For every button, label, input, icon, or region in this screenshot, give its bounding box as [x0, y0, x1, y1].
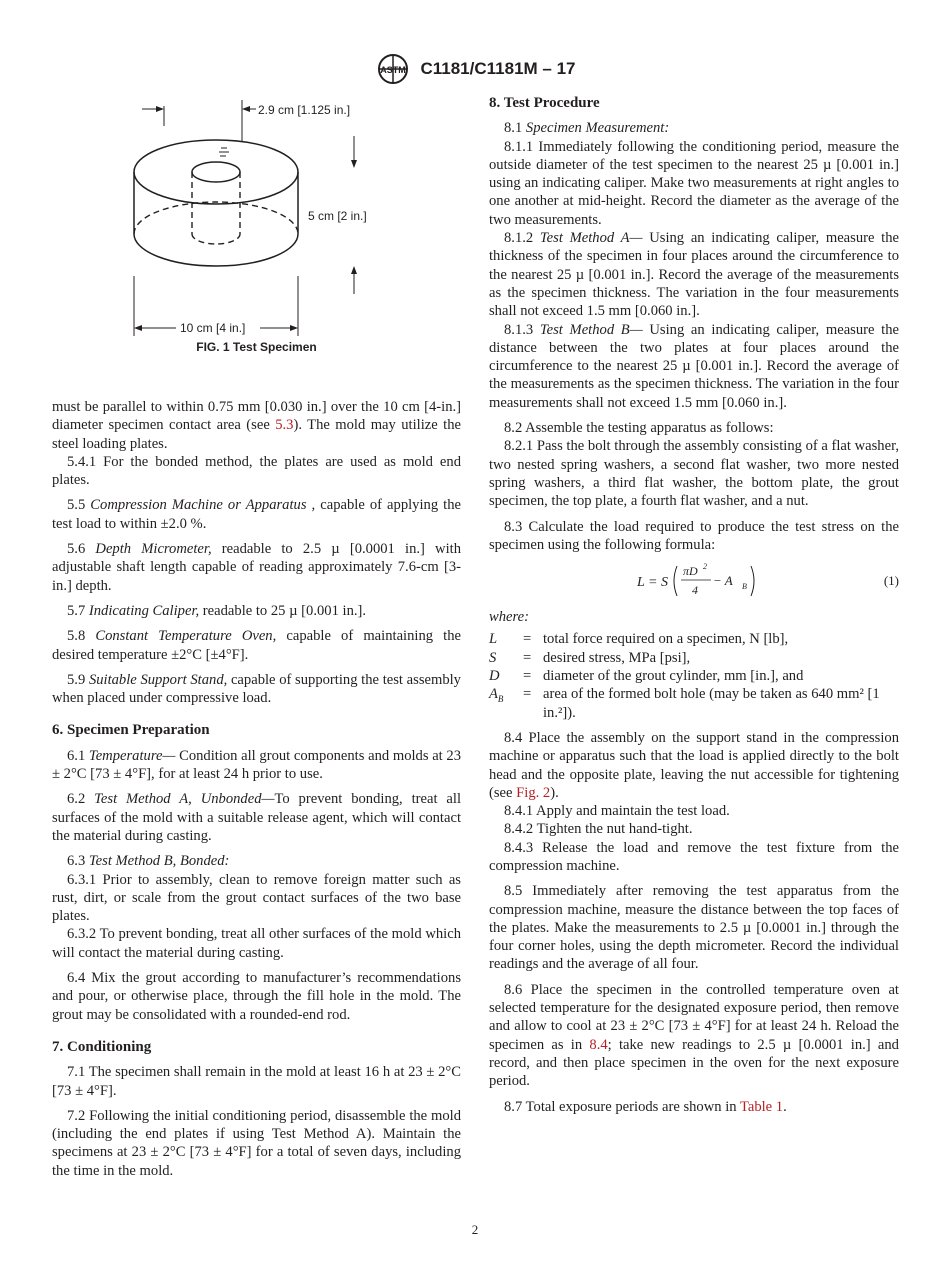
svg-text:2: 2	[703, 562, 707, 572]
para-8-2-1: 8.2.1 Pass the bolt through the assembly consisting of a flat washer, two nested spring washers, a second flat washer, two more nested spring washers, a third flat washer, the bottom plate, the grout specimen, the top plate, a fourth flat washer, and a nut.	[489, 438, 900, 510]
svg-text:B: B	[742, 582, 747, 592]
para-7-1: 7.1 The specimen shall remain in the mold at least 16 h at 23 ± 2°C [73 ± 4°F].	[52, 1064, 461, 1099]
para-6-2: 6.2 Test Method A, Unbonded—To prevent bonding, treat all surfaces of the mold with a suitable release agent, which will contact the material during casting.	[52, 791, 461, 844]
link-8-4[interactable]: 8.4	[589, 1036, 608, 1053]
para-5-9: 5.9 Suitable Support Stand, capable of supporting the test assembly when placed under compressive load.	[52, 671, 461, 707]
definition-row: $A_B$ = area of the formed bolt hole (may be taken as 640 mm² [1 in.²]).	[489, 686, 880, 721]
para-8-5: 8.5 Immediately after removing the test apparatus from the compression machine, measure the distance between the top faces of the plates. Make the measurements to 2.5 µ [0.0001 in.] through the four corner holes, using the depth micrometer. Record the individual readings and the average of all four.	[489, 883, 899, 973]
figure-caption: FIG. 1 Test Specimen	[196, 340, 317, 354]
para-7-2: 7.2 Following the initial conditioning period, disassemble the mold (including the end plates if using Test Method A). Maintain the specimens at 23 ± 2°C [73 ± 4°F] for a total of seven days, including the time in the mold.	[52, 1107, 461, 1179]
section-heading-7: 7. Conditioning	[52, 1038, 152, 1055]
equation-number: (1)	[883, 573, 899, 589]
section-heading-6: 6. Specimen Preparation	[52, 722, 210, 739]
para-8-3: 8.3 Calculate the load required to produce the test stress on the specimen using the following formula:	[489, 518, 899, 553]
para-8-4-2: 8.4.2 Tighten the nut hand-tight.	[504, 821, 693, 838]
definition-row: D = diameter of the grout cylinder, mm [in.], and	[489, 668, 804, 685]
dim-diameter-label: 10 cm [4 in.]	[180, 321, 246, 335]
left-column	[52, 398, 461, 1180]
para-6-3-1: 6.3.1 Prior to assembly, clean to remove foreign matter such as rust, dirt, or scale from the grout contact surfaces of the two base plates.	[52, 871, 461, 925]
standard-designation: C1181/C1181M – 17	[420, 59, 576, 78]
equation-formula	[637, 560, 767, 602]
link-table-1[interactable]: Table 1	[739, 1098, 784, 1115]
para-5-5: 5.5 Compression Machine or Apparatus , capable of applying the test load to within ±2.0 %.	[52, 497, 462, 532]
para-8-4: 8.4 Place the assembly on the support stand in the compression machine or apparatus such that the load is applied directly to the bolt head and the opposite plate, leaving the nut accessible for tightening (see Fig. 2).	[489, 729, 899, 801]
para-8-6: 8.6 Place the specimen in the controlled temperature oven at selected temperature for the designated exposure period, then remove and allow to cool at 23 ± 2°C [73 ± 4°F] for at least 24 h. Reload the specimen as in 8.4; take new readings to 2.5 µ [0.0001 in.] and record, and then place specimen in the oven for the next exposure period.	[489, 981, 899, 1090]
para-5-6: 5.6 Depth Micrometer, readable to 2.5 µ [0.0001 in.] with adjustable shaft length capable of reading approximately 7.6-cm [3-in.] depth.	[52, 541, 461, 594]
svg-text:− A: − A	[713, 573, 733, 589]
para-8-2: 8.2 Assemble the testing apparatus as follows:	[504, 420, 774, 437]
para-6-3-2: 6.3.2 To prevent bonding, treat all other surfaces of the mold which will contact the material during casting.	[52, 926, 461, 961]
figure-test-specimen	[120, 96, 420, 360]
definitions-list	[489, 630, 899, 721]
link-5-3[interactable]: 5.3	[275, 417, 294, 434]
para-8-1-3: 8.1.3 Test Method B— Using an indicating caliper, measure the distance between the two plates at four places around the circumference to the nearest 25 µ [0.001 in.]. Record the average of the measurements as the specimen thickness. The variation in the four measurements shall not exceed 1.5 mm [0.060 in.].	[489, 321, 899, 411]
para-8-1-1: 8.1.1 Immediately following the conditioning period, measure the outside diameter of the test specimen to the nearest 25 µ [0.001 in.] using an indicating caliper. Make two measurements at right angles to one another at mid-height. Record the diameter as the average of the two measurements.	[489, 138, 899, 228]
svg-text:πD: πD	[683, 564, 698, 579]
para-5-8: 5.8 Constant Temperature Oven, capable of maintaining the desired temperature ±2°C [±4°F].	[52, 628, 461, 663]
where-label: where:	[489, 609, 529, 626]
para-6-3: 6.3 Test Method B, Bonded:	[67, 853, 230, 870]
definition-row: L = total force required on a specimen, N [lb],	[489, 631, 789, 648]
page-header	[0, 52, 950, 86]
para-8-7: 8.7 Total exposure periods are shown in Table 1.	[504, 1098, 787, 1115]
page-number: 2	[471, 1222, 479, 1237]
para-8-1: 8.1 Specimen Measurement:	[504, 120, 670, 137]
svg-text:ASTM: ASTM	[380, 65, 407, 75]
para-8-4-1: 8.4.1 Apply and maintain the test load.	[504, 803, 730, 820]
section-heading-8: 8. Test Procedure	[489, 95, 600, 111]
dim-height-label: 5 cm [2 in.]	[308, 209, 367, 223]
para-5-7: 5.7 Indicating Caliper, readable to 25 µ [0.001 in.].	[67, 602, 367, 619]
para-6-4: 6.4 Mix the grout according to manufacturer’s recommendations and pour, or otherwise place, through the fill hole in the mold. The grout may be consolidated with a rounded-end rod.	[52, 970, 461, 1023]
astm-logo-icon	[374, 52, 412, 86]
svg-text:4: 4	[692, 583, 698, 598]
para-6-1: 6.1 Temperature— Condition all grout components and molds at 23 ± 2°C [73 ± 4°F], for at least 24 h prior to use.	[52, 747, 461, 783]
dim-hole-label: 2.9 cm [1.125 in.]	[258, 103, 351, 117]
para-5-3-continued: must be parallel to within 0.75 mm [0.030 in.] over the 10 cm [4-in.] diameter specimen contact area (see 5.3). The mold may utilize the steel loading plates.	[52, 399, 461, 452]
equation-1	[489, 560, 899, 602]
link-fig-2[interactable]: Fig. 2	[516, 784, 551, 801]
para-5-4-1: 5.4.1 For the bonded method, the plates are used as mold end plates.	[52, 453, 461, 489]
svg-text:L = S: L = S	[637, 575, 668, 591]
definition-row: S = desired stress, MPa [psi],	[489, 649, 691, 666]
para-8-4-3: 8.4.3 Release the load and remove the test fixture from the compression machine.	[489, 839, 899, 874]
right-column	[489, 94, 899, 1116]
para-8-1-2: 8.1.2 Test Method A— Using an indicating caliper, measure the thickness of the specimen in four places around the circumference to the nearest 25 µ [0.001 in.]. Record the average of the measurements as the specimen thickness. The variation in the four measurements shall not exceed 1.5 mm [0.060 in.].	[489, 230, 899, 320]
